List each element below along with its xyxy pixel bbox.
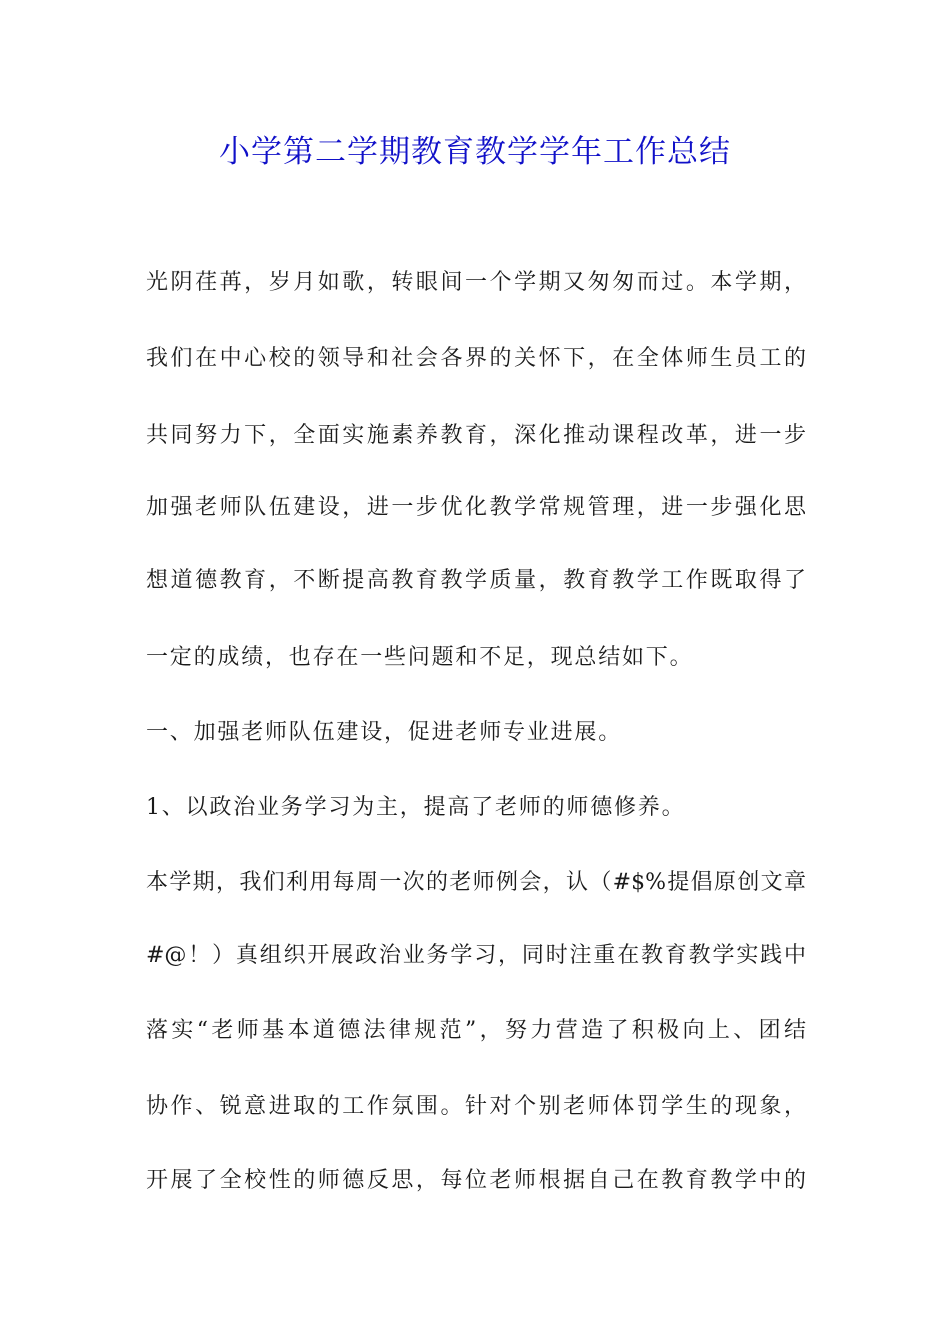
section-heading: 一、加强老师队伍建设，促进老师专业进展。 — [146, 720, 623, 745]
paragraph-line: 落实“老师基本道德法律规范”，努力营造了积极向上、团结 — [146, 1018, 806, 1043]
paragraph-line: 我们在中心校的领导和社会各界的关怀下，在全体师生员工的 — [146, 346, 806, 371]
paragraph-line: #@！）真组织开展政治业务学习，同时注重在教育教学实践中 — [146, 943, 806, 968]
paragraph-line: 本学期，我们利用每周一次的老师例会，认（#$%提倡原创文章 — [146, 870, 806, 895]
paragraph-line: 光阴荏苒，岁月如歌，转眼间一个学期又匆匆而过。本学期， — [146, 270, 806, 295]
paragraph-line: 协作、锐意进取的工作氛围。针对个别老师体罚学生的现象， — [146, 1094, 806, 1119]
paragraph-line: 开展了全校性的师德反思，每位老师根据自己在教育教学中的 — [146, 1168, 806, 1193]
document-title: 小学第二学期教育教学学年工作总结 — [219, 134, 731, 170]
subsection-heading: 1、以政治业务学习为主，提高了老师的师德修养。 — [146, 795, 686, 820]
paragraph-line: 想道德教育，不断提高教育教学质量，教育教学工作既取得了 — [146, 568, 806, 593]
paragraph-line: 共同努力下，全面实施素养教育，深化推动课程改革，进一步 — [146, 423, 806, 448]
paragraph-line: 加强老师队伍建设，进一步优化教学常规管理，进一步强化思 — [146, 495, 806, 520]
paragraph-line: 一定的成绩，也存在一些问题和不足，现总结如下。 — [146, 645, 694, 670]
